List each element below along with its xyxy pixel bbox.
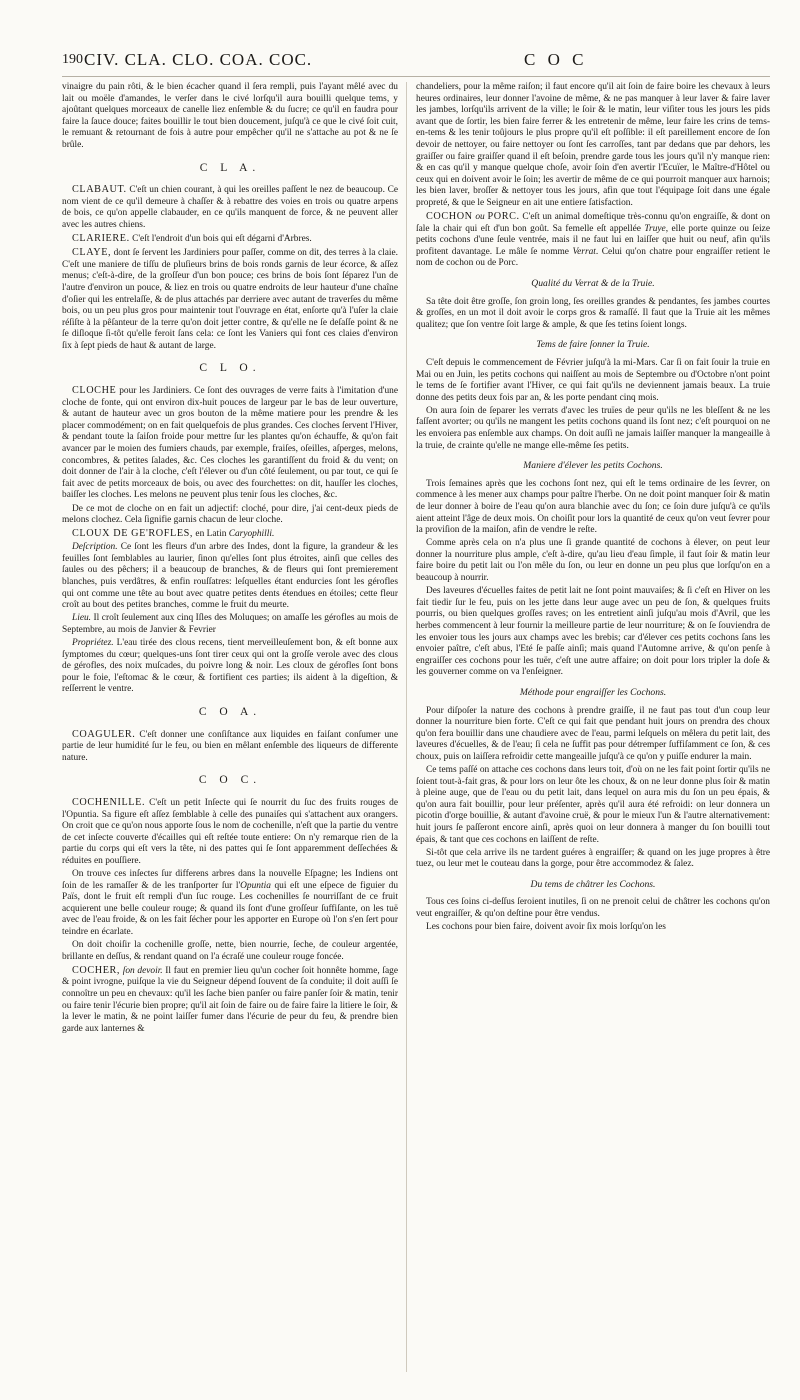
lieu-label: Lieu. <box>72 613 92 624</box>
clabaut-text: C'eſt un chien courant, à qui les oreilles paſſent le nez de beaucoup. Ce nom vient de ce qu'il demeure à chaſſer & à rebattre des voies en trois ou quatre arpens de bois, ce qu'on appelle clabauder, en ce qu'ils manquent de force, & ne peuvent aller avec les autres chiens. <box>62 185 398 230</box>
entry-coaguler <box>62 729 398 765</box>
cloux-description <box>62 542 398 612</box>
cochon-text-b: , elle porte quinze ou ſeize petits cochons d'une ſeule ventrée, mais il ne faut lui en laiſſer que huit ou neuf, afin qu'ils profitent davantage. Le mâle ſe nomme <box>416 223 770 257</box>
left-column <box>62 82 398 1372</box>
headword-porc: PORC. <box>487 211 520 223</box>
page-number: 190 <box>62 52 83 67</box>
entry-cochon <box>416 211 770 270</box>
headword-coaguler: COAGULER. <box>72 728 136 740</box>
right-column <box>416 82 770 1372</box>
section-heading-clo: C L O. <box>199 362 261 375</box>
headword-cocher: COCHER, <box>72 964 121 976</box>
paragraph-maniere-3: Des laveures d'écuelles faites de petit lait ne ſont point mauvaiſes; & ſi c'eſt en Hiver on les fait tiedir ſur le feu, puis on les jette dans leur auge avec un peu de ſon, & quelques fruits pourris, ou bien quelques groſſes raves; on les entretient ainſi juſqu'au mois d'Avril, que les herbes commencent à leur fournir la meilleure partie de leur nourriture; & on ſe ſouviendra de les envoier tous les jours aux champs avec les brebis; car d'élever ces petits cochons ſans les envoier paître, c'eſt abus, l'Eté ſe paſſe ainſi; mais quand l'Automne arrive, & qu'on penſe à engraiſſer ces cochons pour les tuër, c'eſt une autre affaire; on doit pour lors tripler la doſe & les gouverner comme on va l'enſeigner. <box>416 586 770 678</box>
coaguler-text: C'eſt donner une conſiſtance aux liquides en faiſant conſumer une partie de leur humidité ſur le feu, ou bien en mêlant enſemble des liqueurs de differente nature. <box>62 729 398 763</box>
paragraph-qualite: Sa tête doit être groſſe, ſon groin long, ſes oreilles grandes & pendantes, ſes jambes courtes & groſſes, en un mot il doit avoir le corps gros & ramaſſé. Il faut que la Truie ait les mêmes qualitez; que ſon ventre ſoit large & ample, & que ſes tetins ſoient longs. <box>416 296 770 330</box>
column-divider <box>406 82 407 1372</box>
description-label: Deſcription. <box>72 542 118 553</box>
cochenille-paragraph-2 <box>62 869 398 939</box>
entry-claye <box>62 247 398 352</box>
clariere-text: C'eſt l'endroit d'un bois qui eſt dégarni d'Arbres. <box>129 234 312 245</box>
headword-clabaut: CLABAUT. <box>72 184 127 196</box>
cloux-text: en Latin <box>193 529 229 540</box>
description-text: Ce ſont les fleurs d'un arbre des Indes, dont la figure, la grandeur & les feuilles ſont ſemblables au laurier, ſinon qu'elles ſont plus étroites, ainſi que celles des ſaules ou des pêchers; il a beaucoup de branches, & de fleurs qui ſont premierement blanches, puis verdâtres, & enfin rouſſatres: leſquelles étant endurcies ſont les gérofles qui ont comme une tête au bout avec quatre petites dents étendues en étoiles; cette fleur croît au bout des petites branches, comme le fruit du meurte. <box>62 542 398 611</box>
paragraph-chatrer: Tous ces ſoins ci-deſſus ſeroient inutiles, ſi on ne prenoit celui de châtrer les cochons qu'on veut engraiſſer, & qu'on deſtine pour être vendus. <box>416 897 770 919</box>
headword-claye: CLAYE, <box>72 247 112 259</box>
verrat-term: Verrat <box>572 246 596 257</box>
paragraph-last: Les cochons pour bien faire, doivent avoir ſix mois lorſqu'on les <box>426 922 666 933</box>
header-rule <box>62 76 770 77</box>
running-head-right: C O C <box>524 50 588 69</box>
cocher-subtitle: ſon devoir. <box>120 965 163 976</box>
cloche-paragraph-2: De ce mot de cloche on en fait un adjectif: cloché, pour dire, j'ai cent-deux pieds de melons clochez. Cela ſignifie garnis chacun de leur cloche. <box>62 503 398 526</box>
page-header <box>62 50 770 76</box>
lieu-text: Il croît ſeulement aux cinq Iſles des Moluques; on amaſſe les gérofles au mois de Septembre, au mois de Janvier & Fevrier <box>62 613 398 635</box>
section-heading-coc: C O C. <box>198 774 262 787</box>
cocher-text: Il faut en premier lieu qu'un cocher ſoit honnête homme, ſage & point ivrogne, puiſque la vie du Seigneur dépend ſouvent de ſa conduite; il doit auſſi ſe connoître un peu en chevaux: qu'il les ſache bien panſer ou faire panſer ſoir & matin, tenir ou faire tenir l'écurie bien propre; qu'il ait ſoin de faire ou de faire faire la litiere le ſoir, & la lever le matin, & ne point laiſſer fumer dans l'écurie de peur du feu, & prendre bien garde aux lanternes & <box>62 965 398 1034</box>
headword-cloche: CLOCHE <box>72 385 117 397</box>
paragraph-temps-2: On aura ſoin de ſeparer les verrats d'avec les truïes de peur qu'ils ne les bleſſent & ne les faſſent avorter; ou qu'ils ne mangent les petits cochons quand ils ſont nez; c'eſt pourquoi on ne les envoiera pas enſemble aux champs. On doit auſſi ne jamais laiſſer manquer la mangeaille à la truie, de crainte qu'elle ne mange elle-même ſes petits. <box>416 405 770 451</box>
headword-clariere: CLARIERE. <box>72 233 130 245</box>
cochenille-text: C'eſt un petit Inſecte qui ſe nourrit du ſuc des fruits rouges de l'Opuntia. Sa figure eſt aſſez ſemblable à celle des punaiſes qui s'attachent aux orangers. On croit que ce qu'on nous apporte ſous le nom de cochenille, n'eſt que la partie du ventre de cet inſecte couverte d'écailles qui eſt reſtée toute entiere: On n'y remarque rien de la partie du corps qui eſt vers la tête, ni des pattes qui ſe ſont apparemment deſſechées & réduites en pouſſiere. <box>62 797 398 866</box>
proprietez-label: Propriétez. <box>72 638 114 649</box>
truye-term: Truye <box>644 223 666 234</box>
entry-clabaut <box>62 184 398 231</box>
cochenille-p2-b: qui eſt une eſpece de figuier du Païs, dont le fruit eſt rempli d'un ſuc rouge. Les cochenilles ſe nourriſſant de ce fruit acquierent une belle couleur rouge; & quand ils ſont d'une groſſeur ſuffiſante, on les tuë avec de l'eau froide, & on les fait ſécher pour les apporter en Europe où l'on s'en ſert pour teindre en écarlate. <box>62 880 398 937</box>
entry-cochenille <box>62 797 398 868</box>
paragraph-cocher-continued: chandeliers, pour la même raiſon; il faut encore qu'il ait ſoin de faire boire les chevaux à leurs heures ordinaires, leur donner l'avoine de même, & ne pas manquer à leur laver & faire laver les jambes, lorſqu'ils arrivent de la ville; le ſoir & le matin, leur viſiter tous les jours les pids avant que de ſortir, les bien faire ferrer & les entretenir de même, leur faire les crins de tems-en-tems & les tenir toûjours le plus propre qu'il eſt poſſible: il eſt pareillement encore de ſon devoir de nettoyer, ou faire nettoyer ou ſont ſes carroſſes, tant par dedans que par dehors, les graiſſer ou faire graiſſer quand il eſt beſoin, prendre garde tous les jours qu'il n'y manque rien: & en cas qu'il y manque quelque choſe, avoir ſoin d'en avertir l'Ecuïer, le Maître-d'Hôtel ou ceux qui en doivent avoir le ſoin; les avertir de même de ce qui pourroit manquer aux harnois; les bien laver, broſſer & nettoyer tous les jours, afin que tout l'équipage ſoit dans une égale propreté, & que le Seigneur en ait une entiere ſatisfaction. <box>416 82 770 208</box>
paragraph-methode-3: Si-tôt que cela arrive ils ne tardent guéres à engraiſſer; & quand on les juge propres à être tuez, ou leur met le couteau dans la gorge, pour être accommodez & ſalez. <box>416 847 770 870</box>
paragraph-methode-1: Pour diſpoſer la nature des cochons à prendre graiſſe, il ne faut pas tout d'un coup leur donner la nourriture bien forte. C'eſt ce qui fait que pendant huit jours on prendra des choux qu'on fera bouillir dans une chaudiere avec de l'eau, parmi leſquels on mêlera du petit lait, des laveures d'écuelles, & de l'eau; ſi cela ne ſuffit pas pour détremper ſuffiſamment ce ſon, & ces choux, puis on laiſſera refroidir cette mangeaille juſqu'à ce qu'on y puiſſe endurer la main. <box>416 705 770 762</box>
proprietez-text: L'eau tirée des clous recens, tient merveilleuſement bon, & eſt bonne aux ſymptomes du cœur; quelques-uns ſont tirer ceux qui ont la groſſe verole avec des clous de gérofles, des noix muſcades, du poivre long & noir. Les cloux de gérofles ſont bons pour le foie, l'eſtomac & le cœur, & fortifient ces parties; ils aident à la digeſtion, & reſſerrent le ventre. <box>62 638 398 695</box>
subheading-maniere: Maniere d'élever les petits Cochons. <box>523 460 663 472</box>
section-heading-coa: C O A. <box>198 706 262 718</box>
entry-clariere <box>62 233 398 246</box>
section-heading-cla: C L A. <box>199 161 261 174</box>
subheading-temps: Tems de faire ſonner la Truie. <box>536 339 650 351</box>
subheading-methode: Méthode pour engraiſſer les Cochons. <box>519 686 667 698</box>
cochenille-paragraph-3: On doit choiſir la cochenille groſſe, nette, bien nourrie, ſeche, de couleur argentée, brillante en deſſus, & rendant quand on l'a écraſé une couleur rouge foncée. <box>62 940 398 962</box>
cloche-text: pour les Jardiniers. Ce ſont des ouvrages de verre faits à l'imitation d'une cloche de fonte, qui ont environ dix-huit pouces de largeur par le bas de leur ouverture, & autant de hauteur avec un gros bouton de la même matiere pour les prendre & les placer commodément; on en fait quelquefois de plus grandes. Ces cloches ſervent l'Hiver, & pendant toute la ſaiſon froide pour mettre ſur les plantes qu'on échauffe, & qu'on fait avancer par le moien des fumiers chauds, par exemple, fraiſes, oſeilles, aſperges, melons, concombres, & petites ſalades, &c. Ces cloches les garantiſſent du froid & du vent; on doit donner de l'air à la cloche, c'eſt l'élever ou d'un côté ſeulement, ou par tout, ce qui ſe fait avec de petits morceaux de bois, ou avec des fourchettes: on dit, hauſſer les cloches, baiſſer les cloches. Les melons ne peuvent plus tenir ſous les cloches, &c. <box>62 386 398 501</box>
entry-cloche <box>62 385 398 502</box>
cloux-proprietez <box>62 638 398 696</box>
cloux-latin-name: Caryophilli. <box>228 529 275 540</box>
paragraph-civet-continued: vinaigre du pain rôti, & le bien écacher quand il ſera rempli, puis l'ayant mêlé avec du lait ou moële d'amandes, le verſer dans le civé lorſqu'il aura bouilli quelque tems, y ajoûtant quelques morceaux de canelle liez enſemble & du ſucre; ce qu'il en faudra pour faire la ſauce douce; faites bouillir le tout bien doucement, juſqu'à ce que le civé ſoit cuit, le remuant & retournant de fois à autre pour empêcher qu'il ne s'attache au pot & ne ſe brûle. <box>62 82 398 150</box>
cloux-lieu <box>62 613 398 636</box>
headword-cochon: COCHON <box>426 211 473 223</box>
subheading-qualite: Qualité du Verrat & de la Truie. <box>531 278 655 289</box>
entry-cloux <box>62 528 398 541</box>
cochon-text-c: . Celui qu'on chatre pour engraiſſer retient le nom de cochon ou de Porc. <box>416 246 770 269</box>
cochon-ou: ou <box>472 212 488 223</box>
cochon-text: C'eſt un animal domeſtique très-connu qu'on engraiſſe, & dont on ſale la chair qui eſt d'un bon goût. Sa femelle eſt appellée <box>416 212 770 234</box>
subheading-chatrer: Du tems de châtrer les Cochons. <box>530 878 656 890</box>
running-head-left: CIV. CLA. CLO. COA. COC. <box>84 50 313 69</box>
paragraph-temps-1: C'eſt depuis le commencement de Février juſqu'à la mi-Mars. Car ſi on fait ſouir la truie en Mai ou en Juin, les petits cochons qui naiſſent au mois de Septembre ou d'Octobre n'ont point le tems de ſe fortifier avant l'Hiver, ce qui fait qu'ils ne deviennent jamais beaux. La truie donne des petits deux fois par an, & les porte pendant cinq mois. <box>416 357 770 403</box>
paragraph-maniere-1: Trois ſemaines après que les cochons ſont nez, qui eſt le tems ordinaire de les ſevrer, on commence à les mener aux champs pour paître l'herbe. On ne doit point manquer ſoir & matin de leur donner à boire de l'eau qu'on aura blanchie avec du ſon; ce ſoin dure juſqu'à ce qu'ils aient atteint l'âge de deux mois. On choiſit pour lors la quantité de ceux qu'on veut ſevrer pour la proviſion de la maiſon, afin de vendre le reſte. <box>416 478 770 536</box>
paragraph-maniere-2: Comme après cela on n'a plus une ſi grande quantité de cochons à élever, on peut leur donner la nourriture plus ample, c'eſt à-dire, qu'au lieu d'eau ſimple, il faut ſoir & matin leur faire boire du petit lait ou l'on mêle du ſon, ou leur en donne un peu plus que lorſqu'on en a beaucoup à nourrir. <box>416 538 770 584</box>
opuntia-term: Opuntia <box>240 880 271 891</box>
claye-text: dont ſe ſervent les Jardiniers pour paſſer, comme on dit, des terres à la claie. C'eſt une maniere de tiſſu de pluſieurs brins de bois ronds garnis de leur écorce, & aſſez menus; c'eſt-à-dire, de la groſſeur d'un bon pouce; ces brins de bois ſont ſéparez l'un de l'autre d'environ un pouce, & liez en trois ou quatre endroits de leur hauteur d'une chaîne d'oſier qui les entrelaſſe, & de plus attachés par derriere avec autant de traverſes du même bois, ou un peu plus gros pour maintenir tout l'ouvrage en état, enſorte qu'à l'uſer la claie réſiſte à la pêſanteur de la terre qu'on doit jetter contre, & qu'elle ne ſe deſaſſe point & ne ſe diſloque ſi-tôt qu'elle feroit ſans cela: ce ſont les Vaniers qui font ces claies d'environ ſix à ſept pieds de haut & autant de large. <box>62 248 398 351</box>
paragraph-methode-2: Ce tems paſſé on attache ces cochons dans leurs toit, d'où on ne les fait point ſortir qu'ils ne ſoient tout-à-fait gras, & pour lors on leur ôte les choux, & on ne leur donne plus ſoir & matin à pleine auge, que de l'eau ou du petit lait, dans lequel on aura mis du ſon un peu épais, & qu'on aura fait bouillir, pour leur préſenter, après qu'il aura été refroidi: on leur donnera un picotin d'orge bouillie, & autant d'avoine cruë, & pour le mieux l'un & l'autre alternativement: huit jours ſe paſſeront encore ainſi, après quoi on leur donnera à manger du ſon bouilli tout épais, & tant que ces cochons en laiſſent de reſte. <box>416 764 770 845</box>
cochenille-p2-a: On trouve ces inſectes ſur differens arbres dans la nouvelle Eſpagne; les Indiens ont ſoin de les ramaſſer & de les tranſporter ſur l' <box>62 869 398 891</box>
entry-cocher <box>62 965 398 1036</box>
headword-cochenille: COCHENILLE. <box>72 796 146 808</box>
headword-cloux: CLOUX DE GE'ROFLES, <box>72 528 194 540</box>
